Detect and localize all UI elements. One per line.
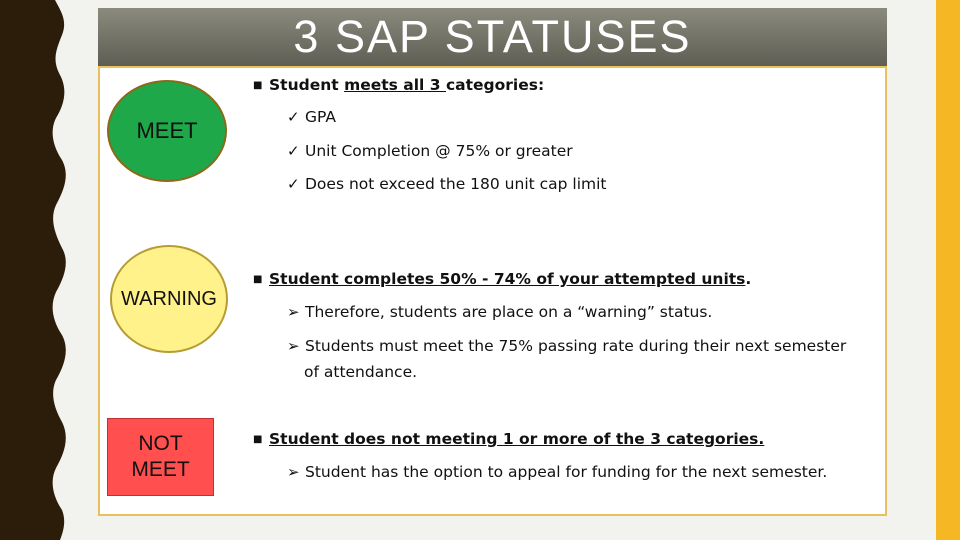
accent-bar	[936, 0, 960, 540]
meet-item	[287, 142, 573, 160]
meet-item-text: Unit Completion @ 75% or greater	[305, 142, 573, 160]
warning-heading-text: Student completes 50% - 74% of your attempted units	[269, 270, 746, 288]
not-meet-status-box	[107, 418, 214, 496]
meet-item-text: Does not exceed the 180 unit cap limit	[305, 175, 607, 193]
meet-heading-pre: Student	[269, 76, 345, 94]
arrow-bullet-icon: ➢	[287, 337, 300, 355]
warning-label: WARNING	[121, 287, 217, 310]
warning-item-text: Therefore, students are place on a “warning” status.	[305, 303, 713, 321]
checkmark-icon: ✓	[287, 108, 300, 126]
warning-item-text: Students must meet the 75% passing rate during their next semester	[305, 337, 847, 355]
checkmark-icon: ✓	[287, 175, 300, 193]
meet-item	[287, 108, 336, 126]
not-meet-heading-text: Student does not meeting 1 or more of the 3 categories.	[269, 430, 765, 448]
arrow-bullet-icon: ➢	[287, 463, 300, 481]
square-bullet-icon: ■	[253, 80, 263, 91]
title-bar	[98, 8, 887, 69]
square-bullet-icon: ■	[253, 434, 263, 445]
warning-item-continuation: of attendance.	[304, 363, 418, 381]
warning-heading-end: .	[745, 270, 752, 288]
warning-status-circle	[110, 245, 228, 353]
meet-label: MEET	[136, 118, 198, 143]
meet-status-circle	[107, 80, 227, 182]
square-bullet-icon: ■	[253, 274, 263, 285]
meet-item	[287, 175, 607, 193]
not-meet-item	[287, 463, 827, 481]
checkmark-icon: ✓	[287, 142, 300, 160]
warning-item	[287, 337, 846, 355]
meet-heading-post: categories:	[445, 76, 545, 94]
not-meet-label: NOT MEET	[131, 432, 190, 481]
warning-item	[287, 303, 712, 321]
meet-heading	[253, 76, 544, 94]
arrow-bullet-icon: ➢	[287, 303, 300, 321]
wavy-border-decoration	[0, 0, 72, 540]
meet-item-text: GPA	[305, 108, 336, 126]
meet-heading-underlined: meets all 3	[344, 76, 446, 94]
warning-heading	[253, 270, 751, 288]
slide-title: 3 SAP STATUSES	[293, 11, 692, 62]
not-meet-heading	[253, 430, 764, 448]
not-meet-item-text: Student has the option to appeal for funding for the next semester.	[305, 463, 828, 481]
